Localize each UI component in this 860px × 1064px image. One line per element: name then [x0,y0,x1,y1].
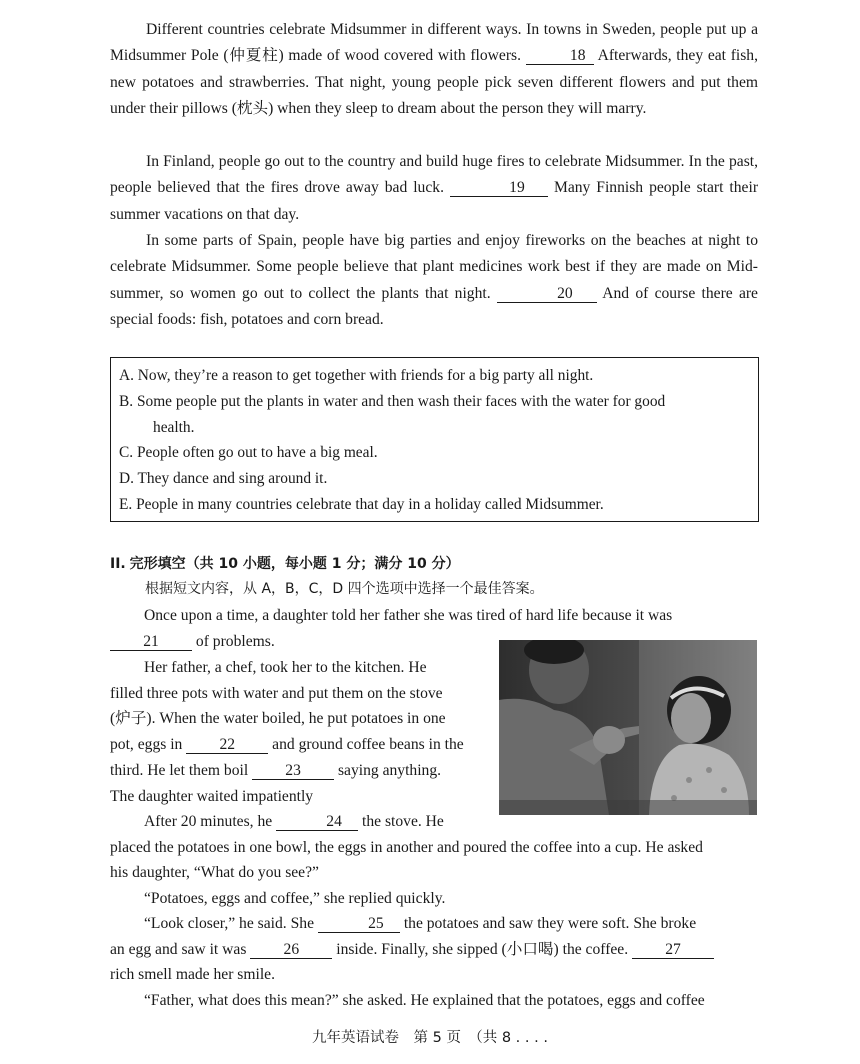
passage1-paragraph2: In Finland, people go out to the country and build huge fires to celebrate Midsummer. In the past, people believed that the fires drove away bad luck. 19 Many Finnish people start their summer vacations on that day. [110,153,759,223]
blank-20: 20 [497,286,597,303]
passage2-line13: “Look closer,” he said. She 25 the potatoes and saw they were soft. She broke [144,915,697,932]
options-box [110,357,759,522]
blank-24: 24 [276,814,358,831]
passage2-line8: The daughter waited impatiently [110,788,314,805]
blank-25: 25 [318,916,400,933]
blank-21: 21 [110,634,192,651]
passage2-line5: (炉子). When the water boiled, he put potatoes in one [110,710,446,727]
passage2-line4: filled three pots with water and put them on the stove [110,685,443,702]
section-title: II. 完形填空（共 10 小题，每小题 1 分；满分 10 分） [110,556,460,572]
option-b: B. Some people put the plants in water and then wash their faces with the water for good health. [119,392,666,436]
passage2-line2: 21 of problems. [110,629,758,655]
option-a: A. Now, they’re a reason to get together with friends for a big party all night. [119,367,594,384]
passage1-paragraph3: In some parts of Spain, people have big parties and enjoy fireworks on the beaches at night to celebrate Midsummer. Some people believe that plant medicines work best if they are made on Mid-summer, so women go out to collect the plants that night. 20 And of course there are special foods: fish, potatoes and corn bread. [110,232,758,328]
passage2-line16: “Father, what does this mean?” she asked. He explained that the potatoes, eggs and coffee [144,992,705,1009]
passage1-paragraph1: Different countries celebrate Midsummer in different ways. In towns in Sweden, people put up a Midsummer Pole (仲夏柱) made of wood covered with flowers. 18 Afterwards, they eat fish, new potatoes and strawberries. That night, young people pick seven different flowers and put them under their pillows (枕头) when they sleep to dream about the person they will marry. [110,21,758,117]
passage2-line12: “Potatoes, eggs and coffee,” she replied quickly. [144,890,446,907]
passage2-line15: rich smell made her smile. [110,966,275,983]
option-d: D. They dance and sing around it. [119,470,328,488]
blank-22: 22 [186,737,268,754]
passage2-line6: pot, eggs in 22 and ground coffee beans in the [110,736,464,753]
blank-18: 18 [526,48,594,65]
passage2-line7: third. He let them boil 23 saying anything. [110,762,442,779]
passage2-line14: an egg and saw it was 26 inside. Finally, she sipped (小口喝) the coffee. 27 [110,937,758,963]
blank-26: 26 [250,942,332,959]
section-instruction: 根据短文内容，从 A，B，C，D 四个选项中选择一个最佳答案。 [145,581,544,597]
option-c: C. People often go out to have a big meal. [119,444,378,462]
option-e: E. People in many countries celebrate that day in a holiday called Midsummer. [119,495,604,513]
blank-27: 27 [632,942,714,959]
passage2-line1: Once upon a time, a daughter told her father she was tired of hard life because it was [144,607,673,624]
passage2-line10: placed the potatoes in one bowl, the eggs in another and poured the coffee into a cup. He asked [110,839,703,856]
page-footer: 九年英语试卷 第 5 页 （共 8 . . . . [312,1030,548,1046]
passage2-line3: Her father, a chef, took her to the kitchen. He [144,659,427,676]
passage2-line11: his daughter, “What do you see?” [110,864,319,881]
blank-23: 23 [252,763,334,780]
father-daughter-photo [499,640,757,815]
passage2-line9: After 20 minutes, he 24 the stove. He [144,813,444,830]
blank-19: 19 [450,180,548,197]
